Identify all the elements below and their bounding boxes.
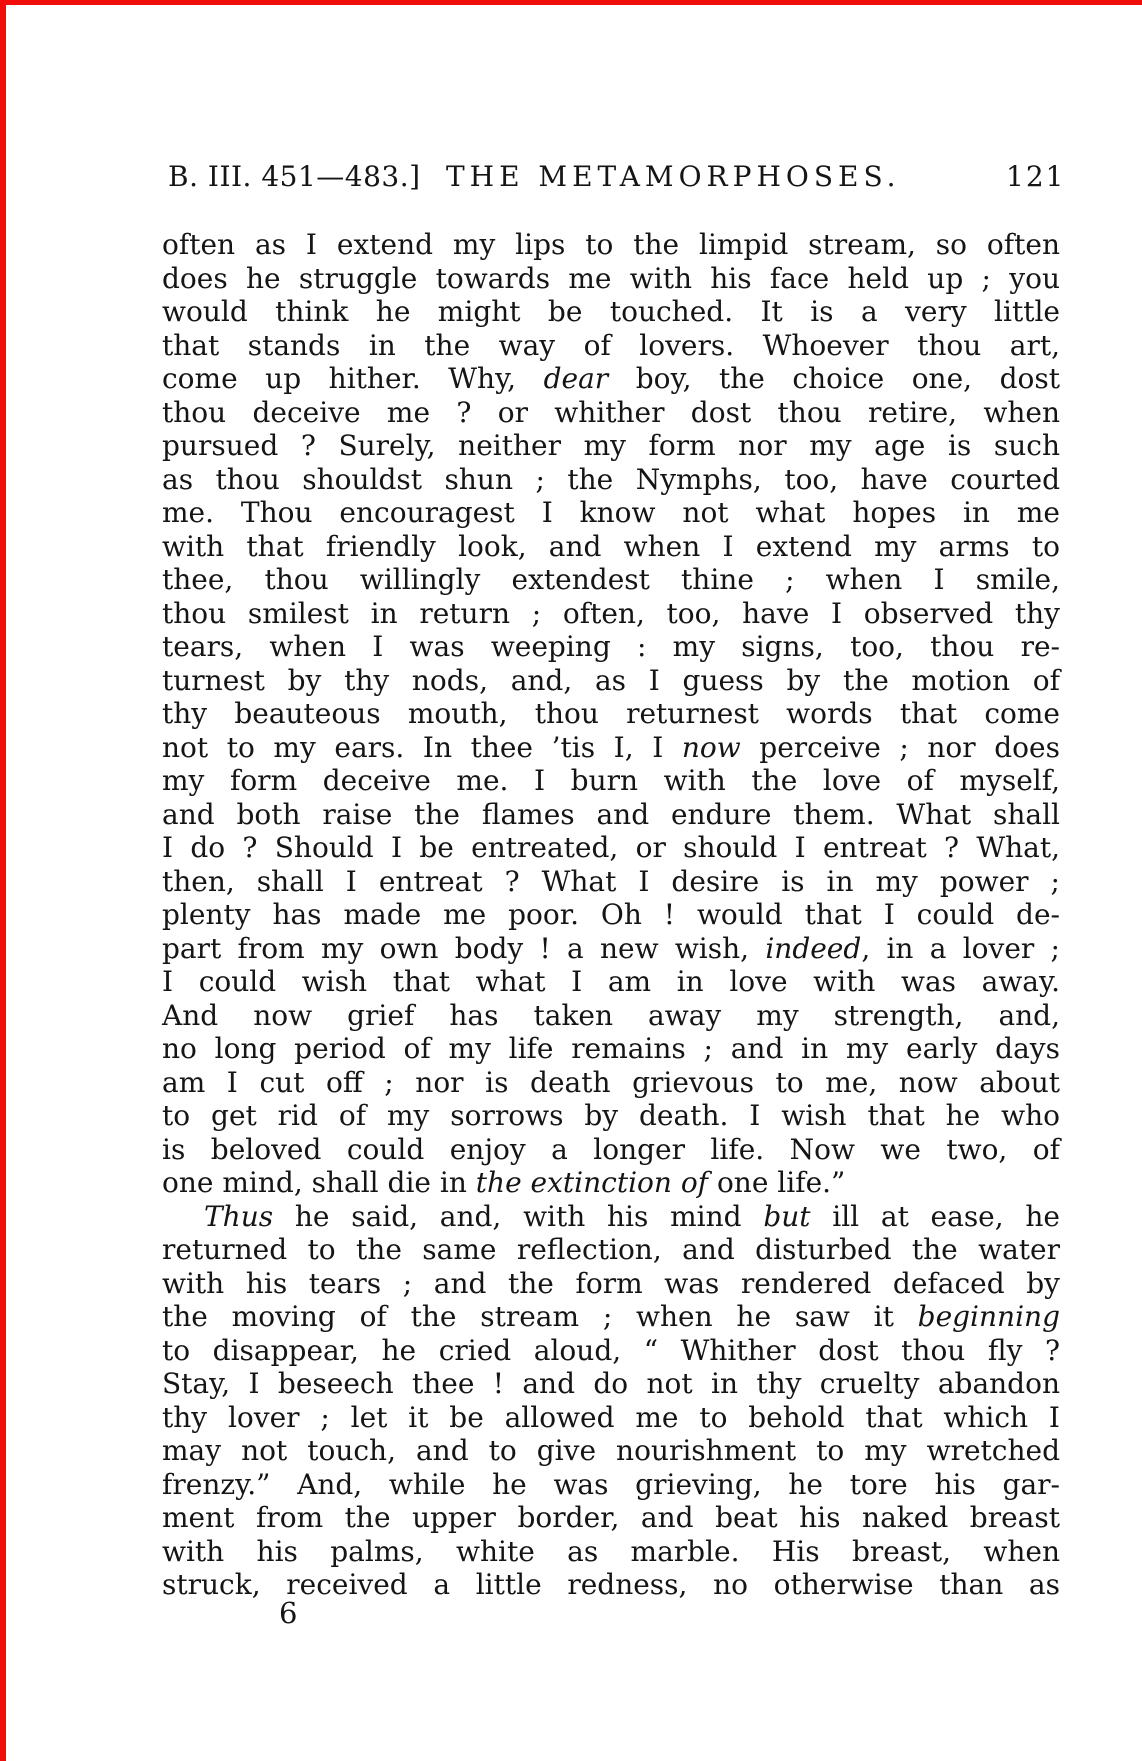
page-title: THE METAMORPHOSES. xyxy=(446,160,901,193)
text-line xyxy=(162,831,1060,865)
italic-text-segment: but xyxy=(763,1199,811,1233)
text-segment: to get rid of my sorrows by death. I wish that he who xyxy=(162,1099,1060,1132)
text-line xyxy=(162,228,1060,262)
signature-mark: 6 xyxy=(279,1596,298,1630)
text-segment: not to my ears. In thee ’tis I, I xyxy=(162,730,682,764)
text-line xyxy=(162,1535,1060,1569)
text-line xyxy=(162,1032,1060,1066)
text-segment: as thou shouldst shun ; the Nymphs, too, have courted xyxy=(162,462,1060,496)
text-line xyxy=(162,530,1060,564)
text-line xyxy=(162,697,1060,731)
text-segment: tears, when I was weeping : my signs, too, thou re- xyxy=(162,630,1060,663)
text-segment: would think he might be touched. It is a very little xyxy=(162,295,1060,328)
text-segment: thy lover ; let it be allowed me to behold that which I xyxy=(162,1400,1060,1434)
text-segment: am I cut off ; nor is death grievous to me, now about xyxy=(162,1065,1060,1099)
text-segment: me. Thou encouragest I know not what hopes in me xyxy=(162,496,1060,529)
text-segment: thee, thou willingly extendest thine ; when I smile, xyxy=(162,563,1060,596)
text-line xyxy=(162,1133,1060,1167)
text-segment: ment from the upper border, and beat his naked breast xyxy=(162,1501,1060,1534)
text-segment: he said, and, with his mind xyxy=(273,1199,764,1233)
text-segment: plenty has made me poor. Oh ! would that I could de- xyxy=(162,898,1060,931)
text-line xyxy=(162,999,1060,1033)
scan-edge-left xyxy=(0,0,6,1761)
text-line xyxy=(162,362,1060,396)
text-segment: Stay, I beseech thee ! and do not in thy cruelty abandon xyxy=(162,1367,1060,1400)
text-line xyxy=(162,1401,1060,1435)
text-segment: And now grief has taken away my strength, and, xyxy=(162,998,1060,1032)
text-segment: does he struggle towards me with his face held up ; you xyxy=(162,261,1060,295)
text-line xyxy=(162,1166,1060,1200)
text-segment: thou smilest in return ; often, too, have I observed thy xyxy=(162,596,1060,630)
text-line xyxy=(162,429,1060,463)
text-segment: may not touch, and to give nourishment to my wretched xyxy=(162,1434,1060,1467)
text-line xyxy=(162,1099,1060,1133)
text-segment: turnest by thy nods, and, as I guess by the motion of xyxy=(162,663,1060,697)
text-segment: with his tears ; and the form was rendered defaced by xyxy=(162,1266,1060,1300)
scan-edge-top xyxy=(0,0,1142,5)
text-segment: returned to the same reflection, and disturbed the water xyxy=(162,1233,1060,1266)
text-line xyxy=(162,1300,1060,1334)
text-segment: no long period of my life remains ; and in my early days xyxy=(162,1032,1060,1065)
text-segment: , in a lover ; xyxy=(861,931,1060,965)
text-line xyxy=(162,865,1060,899)
text-segment: I could wish that what I am in love with was away. xyxy=(162,965,1060,998)
text-segment: struck, received a little redness, no otherwise than as xyxy=(162,1568,1060,1601)
text-line xyxy=(162,932,1060,966)
text-line xyxy=(162,597,1060,631)
italic-text-segment: indeed xyxy=(765,931,862,965)
text-segment: the moving of the stream ; when he saw it xyxy=(162,1300,918,1333)
text-line xyxy=(162,1066,1060,1100)
text-line xyxy=(162,965,1060,999)
italic-text-segment: dear xyxy=(543,362,609,395)
text-segment: I do ? Should I be entreated, or should I entreat ? What, xyxy=(162,831,1060,864)
italic-text-segment: now xyxy=(681,730,741,764)
text-segment: often as I extend my lips to the limpid stream, so often xyxy=(162,228,1060,261)
text-line xyxy=(162,764,1060,798)
text-line xyxy=(162,1334,1060,1368)
text-segment: perceive ; nor does xyxy=(740,730,1060,764)
text-segment: ill at ease, he xyxy=(810,1199,1060,1233)
text-line xyxy=(162,563,1060,597)
text-segment: that stands in the way of lovers. Whoever thou art, xyxy=(162,328,1060,362)
text-line xyxy=(162,295,1060,329)
italic-text-segment: beginning xyxy=(917,1300,1060,1333)
text-segment: come up hither. Why, xyxy=(162,362,544,395)
text-segment: pursued ? Surely, neither my form nor my age is such xyxy=(162,429,1060,462)
text-segment: is beloved could enjoy a longer life. Now we two, of xyxy=(162,1132,1060,1166)
text-segment: part from my own body ! a new wish, xyxy=(162,931,766,965)
text-line xyxy=(162,496,1060,530)
running-header xyxy=(0,160,1142,200)
text-segment: to disappear, he cried aloud, “ Whither dost thou fly ? xyxy=(162,1333,1060,1367)
text-line xyxy=(162,1468,1060,1502)
text-segment: frenzy.” And, while he was grieving, he tore his gar- xyxy=(162,1467,1060,1501)
text-line xyxy=(162,1233,1060,1267)
text-line xyxy=(162,630,1060,664)
text-segment: my form deceive me. I burn with the love of myself, xyxy=(162,764,1060,797)
text-line xyxy=(162,396,1060,430)
text-line xyxy=(162,463,1060,497)
body-text xyxy=(162,228,1060,1602)
italic-text-segment: Thus xyxy=(204,1199,274,1233)
text-segment: with that friendly look, and when I extend my arms to xyxy=(162,529,1060,563)
text-segment: then, shall I entreat ? What I desire is in my power ; xyxy=(162,864,1060,898)
text-segment: one mind, shall die in xyxy=(162,1166,476,1199)
text-line xyxy=(162,329,1060,363)
book-line-reference: B. III. 451—483.] xyxy=(168,160,421,193)
text-segment: with his palms, white as marble. His breast, when xyxy=(162,1534,1060,1568)
text-line xyxy=(162,664,1060,698)
text-segment: thou deceive me ? or whither dost thou retire, when xyxy=(162,395,1060,429)
text-line xyxy=(162,731,1060,765)
text-line xyxy=(162,1501,1060,1535)
text-line xyxy=(162,1200,1060,1234)
text-line xyxy=(162,262,1060,296)
text-line xyxy=(162,1267,1060,1301)
text-segment: boy, the choice one, dost xyxy=(608,362,1060,395)
text-segment: one life.” xyxy=(708,1166,846,1199)
text-line xyxy=(162,1367,1060,1401)
text-line xyxy=(162,898,1060,932)
text-segment: and both raise the flames and endure them. What shall xyxy=(162,797,1060,831)
italic-text-segment: the extinction of xyxy=(475,1166,709,1199)
text-line xyxy=(162,798,1060,832)
text-line xyxy=(162,1434,1060,1468)
page-number: 121 xyxy=(1006,160,1066,193)
text-segment: thy beauteous mouth, thou returnest words that come xyxy=(162,697,1060,730)
